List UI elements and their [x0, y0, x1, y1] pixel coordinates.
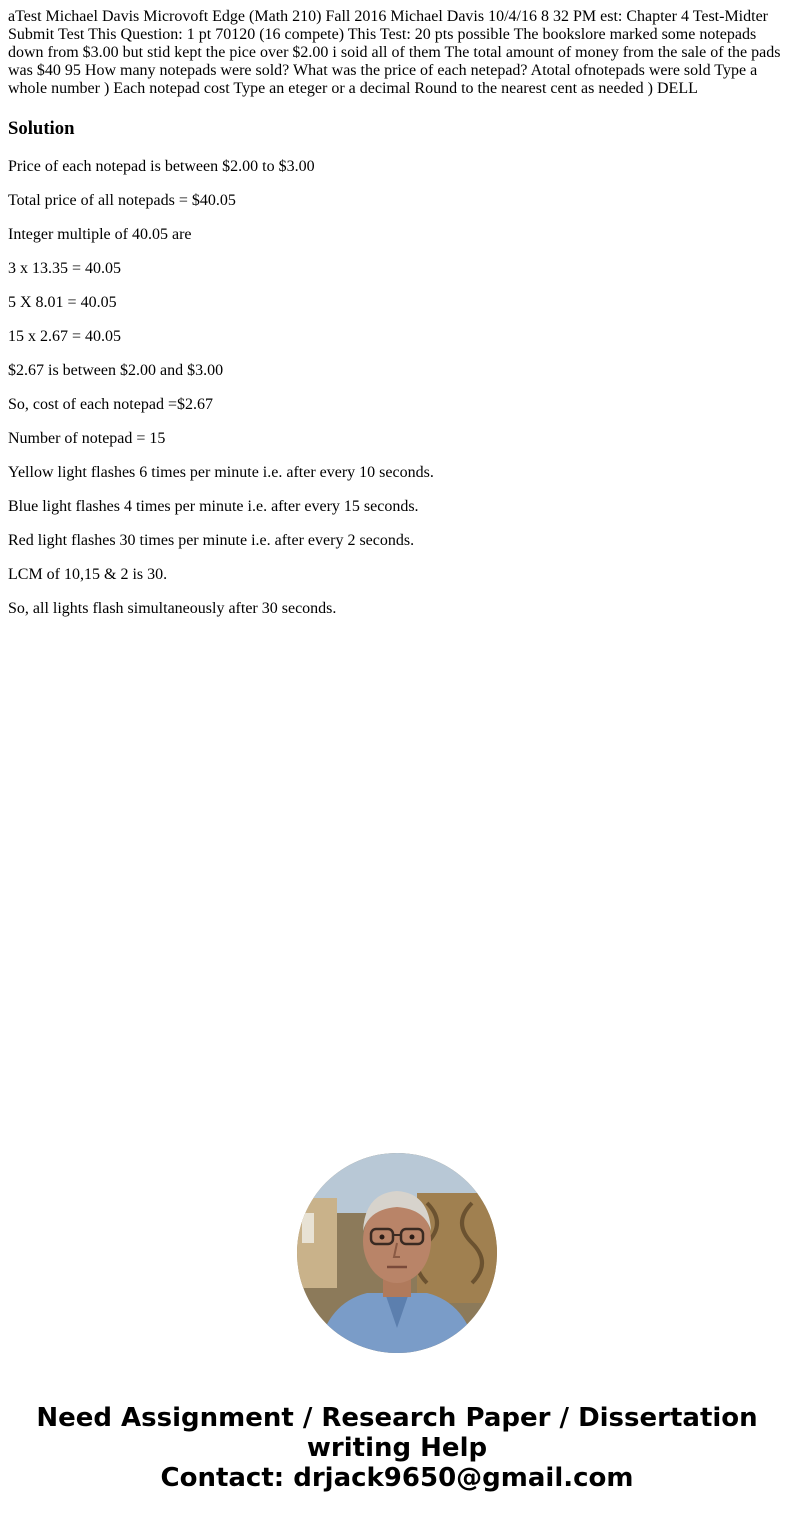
solution-steps	[8, 158, 786, 618]
question-text: aTest Michael Davis Microvoft Edge (Math 210) Fall 2016 Michael Davis 10/4/16 8 32 PM est: Chapter 4 Test-Midter Submit Test This Question: 1 pt 70120 (16 compete) This Test: 20 pts possible The bookslore marked some notepads down from $3.00 but stid kept the pice over $2.00 i soid all of them The total amount of money from the sale of the pads was $40 95 How many notepads were sold? What was the price of each netepad? Atotal ofnotepads were sold Type a whole number ) Each notepad cost Type an eteger or a decimal Round to the nearest cent as needed ) DELL	[8, 8, 781, 97]
cta-line-2: writing Help	[306, 1433, 488, 1463]
contact-banner	[0, 1403, 794, 1493]
cta-line-1: Need Assignment / Research Paper / Dissertation	[36, 1403, 758, 1433]
solution-step: Yellow light flashes 6 times per minute i.e. after every 10 seconds.	[8, 464, 434, 481]
document-body	[8, 8, 786, 618]
solution-heading: Solution	[8, 118, 75, 139]
solution-step: Number of notepad = 15	[8, 430, 166, 447]
solution-step: So, cost of each notepad =$2.67	[8, 396, 213, 413]
tutor-photo-icon	[297, 1153, 497, 1353]
solution-step: Integer multiple of 40.05 are	[8, 226, 192, 243]
solution-step: 15 x 2.67 = 40.05	[8, 328, 122, 345]
solution-step: Blue light flashes 4 times per minute i.e. after every 15 seconds.	[8, 498, 419, 515]
solution-step: Total price of all notepads = $40.05	[8, 192, 236, 209]
solution-step: LCM of 10,15 & 2 is 30.	[8, 566, 168, 583]
tutor-avatar	[297, 1153, 497, 1353]
solution-step: 5 X 8.01 = 40.05	[8, 294, 117, 311]
solution-step: Price of each notepad is between $2.00 to $3.00	[8, 158, 315, 175]
solution-step: 3 x 13.35 = 40.05	[8, 260, 122, 277]
cta-contact-email[interactable]: Contact: drjack9650@gmail.com	[160, 1463, 634, 1493]
solution-step: Red light flashes 30 times per minute i.e. after every 2 seconds.	[8, 532, 415, 549]
solution-step: So, all lights flash simultaneously after 30 seconds.	[8, 600, 337, 617]
solution-step: $2.67 is between $2.00 and $3.00	[8, 362, 224, 379]
